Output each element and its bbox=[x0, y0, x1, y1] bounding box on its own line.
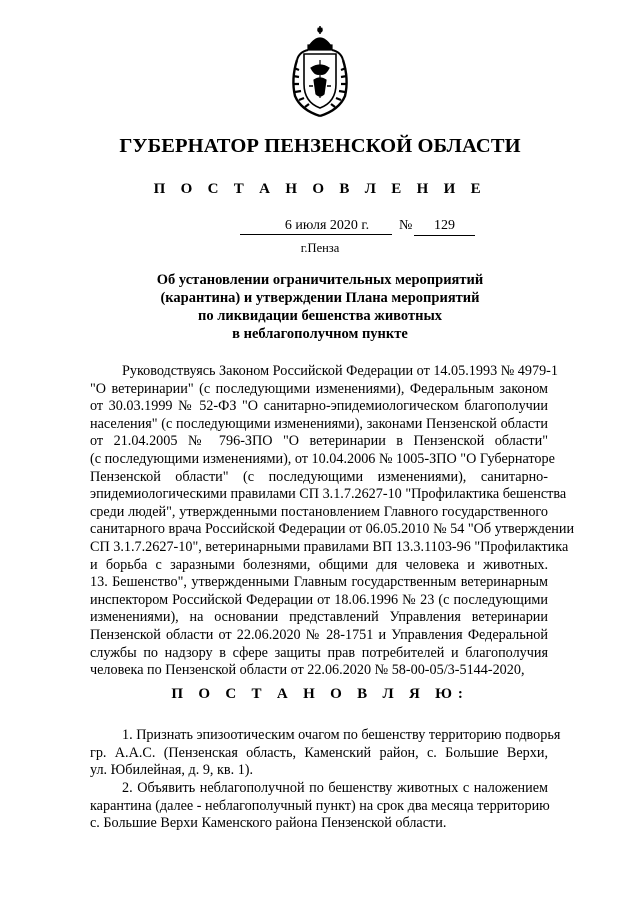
text-line: санитарного врача Российской Федерации от 06.05.2010 № 54 "Об утверждении bbox=[90, 521, 575, 538]
item-1-paragraph bbox=[90, 727, 561, 780]
text-line: Пензенской области" (с последующими изменениями), санитарно- bbox=[90, 468, 548, 485]
document-number: 129 bbox=[414, 219, 475, 236]
title-line: Об установлении ограничительных мероприятий bbox=[156, 272, 484, 288]
text-line: Пензенской области от 22.06.2020 № 28-1751 и Управления Федеральной bbox=[90, 626, 548, 643]
document-title bbox=[100, 271, 540, 343]
date-number-line bbox=[0, 219, 640, 239]
issuing-authority: ГУБЕРНАТОР ПЕНЗЕНСКОЙ ОБЛАСТИ bbox=[119, 135, 521, 157]
text-line: от 30.03.1999 № 52-ФЗ "О санитарно-эпидемиологическом благополучии bbox=[90, 398, 548, 415]
text-line: карантина (далее - неблагополучный пункт) на срок два месяца территорию bbox=[90, 797, 550, 814]
text-line: инспектором Российской Федерации от 18.06.1996 № 23 (с последующими bbox=[90, 591, 548, 608]
title-line: (карантина) и утверждении Плана мероприятий bbox=[160, 290, 480, 306]
title-line: по ликвидации бешенства животных bbox=[197, 308, 443, 324]
city: г.Пенза bbox=[300, 241, 340, 255]
text-line: СП 3.1.7.2627-10", ветеринарными правилами ВП 13.3.1103-96 "Профилактика bbox=[90, 538, 569, 555]
text-line: изменениями), на основании представлений Управления ветеринарии bbox=[90, 609, 548, 626]
number-sign: № bbox=[399, 218, 413, 233]
text-line: (с последующими изменениями), от 10.04.2006 № 1005-ЗПО "О Губернаторе bbox=[90, 450, 555, 467]
text-line: 1. Признать эпизоотическим очагом по бешенству территорию подворья bbox=[122, 727, 561, 743]
preamble-paragraph bbox=[90, 363, 575, 680]
text-line: эпидемиологическими правилами СП 3.1.7.2627-10 "Профилактика бешенства bbox=[90, 486, 567, 503]
document-type: П О С Т А Н О В Л Е Н И Е bbox=[153, 181, 487, 197]
text-line: от 21.04.2005 № 796-ЗПО "О ветеринарии в Пензенской области" bbox=[90, 433, 548, 450]
text-line: службы по надзору в сфере защиты прав потребителей и благополучия bbox=[90, 644, 548, 661]
item-2-paragraph bbox=[90, 780, 548, 833]
text-line: населения" (с последующими изменениями), законами Пензенской области bbox=[90, 415, 548, 432]
coat-of-arms-emblem bbox=[287, 24, 353, 120]
text-line: ул. Юбилейная, д. 9, кв. 1). bbox=[90, 762, 254, 779]
text-line: и борьба с заразными болезнями, общими для человека и животных. bbox=[90, 556, 548, 573]
text-line: человека по Пензенской области от 22.06.2020 № 58-00-05/3-5144-2020, bbox=[90, 662, 525, 679]
text-line: с. Большие Верхи Каменского района Пензенской области. bbox=[90, 815, 447, 832]
document-date: 6 июля 2020 г. bbox=[240, 219, 392, 235]
text-line: среди людей", утвержденными постановлением Главного государственного bbox=[90, 503, 548, 520]
text-line: 13. Бешенство", утвержденными Главным государственным ветеринарным bbox=[90, 574, 548, 591]
text-line: "О ветеринарии" (с последующими изменениями), Федеральным законом bbox=[90, 380, 548, 397]
text-line: гр. А.А.С. (Пензенская область, Каменский район, с. Большие Верхи, bbox=[90, 744, 548, 761]
text-line: 2. Объявить неблагополучной по бешенству животных с наложением bbox=[122, 780, 548, 796]
title-line: в неблагополучном пункте bbox=[232, 326, 408, 342]
resolution-heading: П О С Т А Н О В Л Я Ю: bbox=[171, 686, 469, 702]
text-line: Руководствуясь Законом Российской Федерации от 14.05.1993 № 4979-1 bbox=[122, 363, 558, 379]
